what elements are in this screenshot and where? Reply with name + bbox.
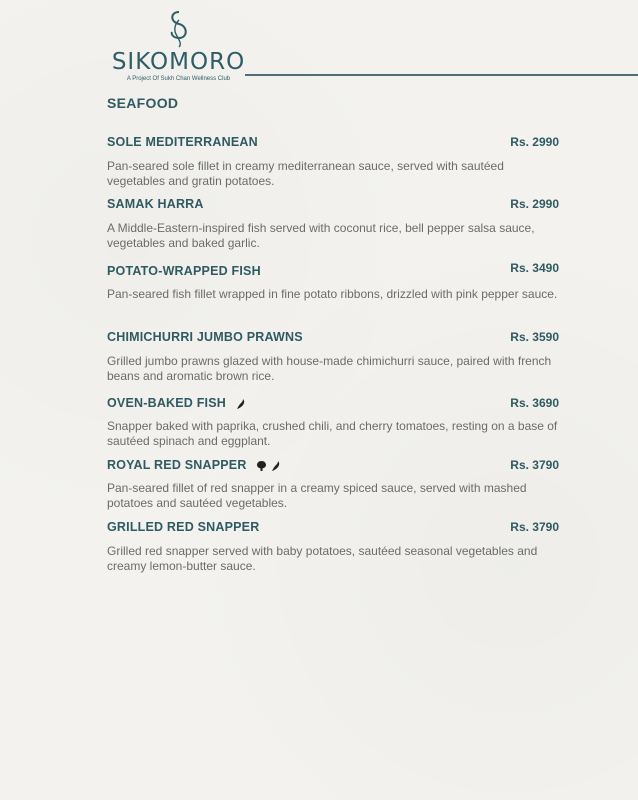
menu-item [107, 330, 559, 384]
menu-item [107, 396, 559, 449]
item-name: GRILLED RED SNAPPER [107, 520, 260, 534]
item-name: ROYAL RED SNAPPER [107, 458, 247, 472]
section-title: SEAFOOD [107, 95, 179, 111]
item-price: Rs. 3590 [510, 330, 559, 344]
brand-tagline: A Project Of Sukh Chan Wellness Club [126, 76, 231, 82]
item-description: Pan-seared fish fillet wrapped in fine potato ribbons, drizzled with pink pepper sauce. [107, 287, 558, 301]
item-name: POTATO-WRAPPED FISH [107, 264, 261, 278]
item-name-wrap [107, 396, 246, 410]
item-price: Rs. 3690 [510, 396, 559, 410]
brand-name: SIKOMORO [111, 49, 246, 75]
chili-icon [271, 460, 281, 472]
item-price: Rs. 3790 [510, 458, 559, 472]
menu-item [107, 261, 559, 302]
header-divider [245, 74, 638, 76]
menu-item [107, 520, 559, 574]
item-price: Rs. 2990 [510, 135, 559, 149]
item-name: OVEN-BAKED FISH [107, 396, 226, 410]
nut-icon [256, 460, 267, 472]
menu-item [107, 458, 559, 511]
item-price: Rs. 3490 [510, 261, 559, 275]
item-name: SOLE MEDITERRANEAN [107, 135, 258, 149]
item-description: A Middle-Eastern-inspired fish served with coconut rice, bell pepper salsa sauce, vegetables and baked garlic. [107, 221, 535, 250]
item-price: Rs. 3790 [510, 520, 559, 534]
item-price: Rs. 2990 [510, 197, 559, 211]
logo [106, 10, 251, 82]
item-description: Snapper baked with paprika, crushed chili, and cherry tomatoes, resting on a base of sautéed spinach and eggplant. [107, 419, 558, 448]
item-description: Grilled jumbo prawns glazed with house-made chimichurri sauce, paired with french beans and aromatic brown rice. [107, 354, 552, 383]
item-name: SAMAK HARRA [107, 197, 204, 211]
logo-s-icon [166, 10, 192, 48]
chili-icon [236, 398, 246, 410]
item-description: Pan-seared fillet of red snapper in a creamy spiced sauce, served with mashed potatoes and sautéed vegetables. [107, 481, 527, 510]
item-description: Pan-seared sole fillet in creamy mediterranean sauce, served with sautéed vegetables and gratin potatoes. [107, 159, 504, 188]
menu-item [107, 197, 559, 251]
item-name-wrap [107, 458, 281, 472]
menu-item [107, 135, 559, 189]
item-description: Grilled red snapper served with baby potatoes, sautéed seasonal vegetables and creamy lemon-butter sauce. [107, 544, 538, 573]
item-name: CHIMICHURRI JUMBO PRAWNS [107, 330, 303, 344]
